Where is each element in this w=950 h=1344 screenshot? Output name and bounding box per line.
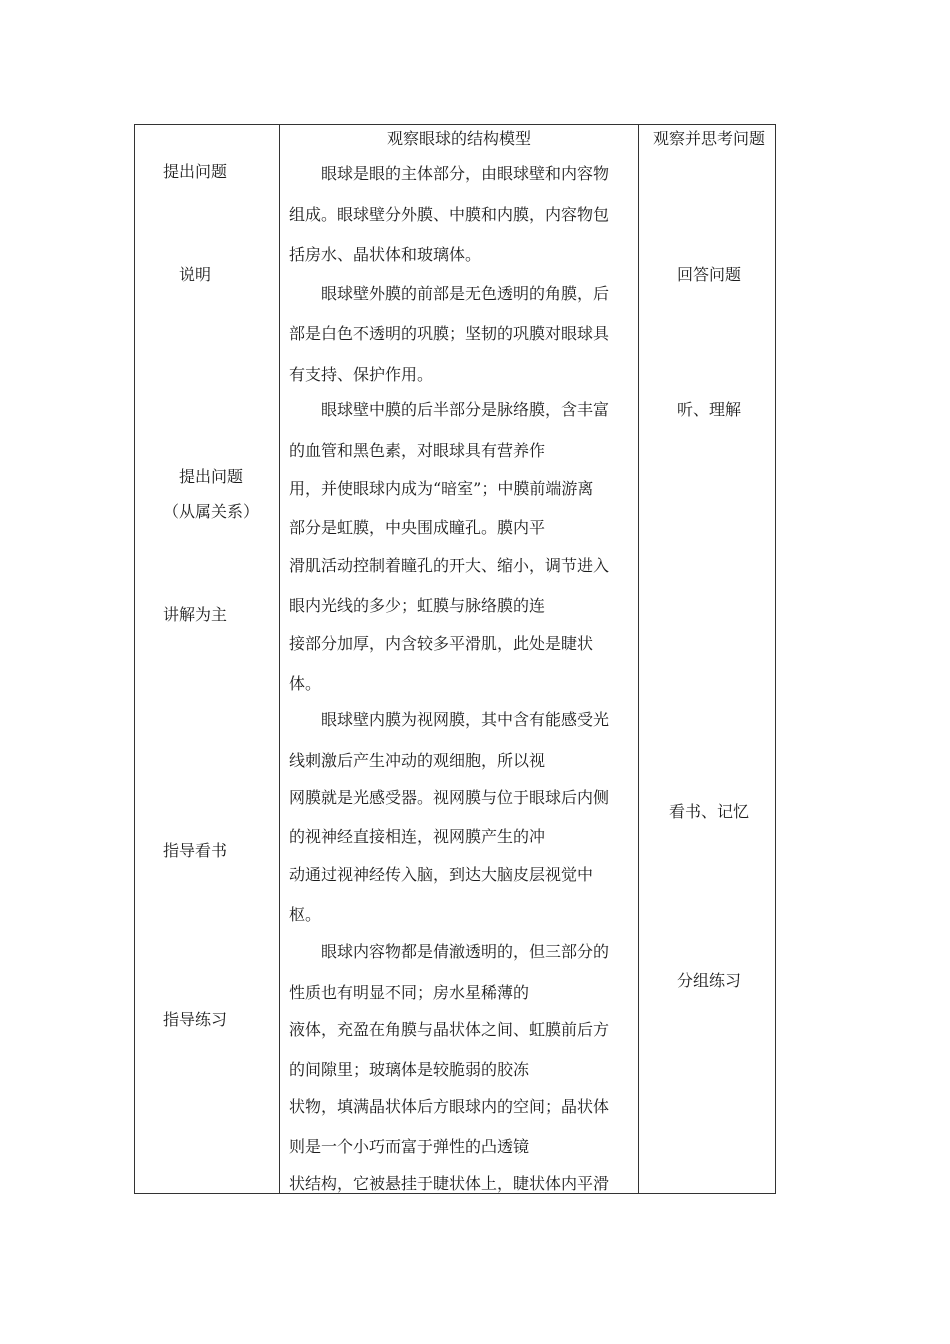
content-line: 的间隙里；玻璃体是较脆弱的胶冻 [289, 1060, 530, 1079]
left-item-subordination: （从属关系） [163, 502, 260, 521]
content-line: 部分是虹膜，中央围成瞳孔。膜内平 [289, 518, 546, 537]
left-item-guide-practice: 指导练习 [163, 1010, 228, 1029]
content-line: 状物，填满晶状体后方眼球内的空间；晶状体 [289, 1097, 610, 1116]
content-line: 部是白色不透明的巩膜；坚韧的巩膜对眼球具 [289, 324, 610, 343]
content-line: 的血管和黑色素，对眼球具有营养作 [289, 441, 546, 460]
right-item-read-memorize: 看书、记忆 [668, 802, 749, 821]
left-item-guide-reading: 指导看书 [163, 841, 228, 860]
content-line: 接部分加厚，内含较多平滑肌，此处是睫状 [289, 634, 594, 653]
left-item-raise-question: 提出问题 [163, 162, 228, 181]
content-line: 眼球是眼的主体部分，由眼球壁和内容物 [321, 164, 610, 183]
content-line: 有支持、保护作用。 [289, 365, 434, 384]
right-item-answer: 回答问题 [676, 265, 741, 284]
content-line: 则是一个小巧而富于弹性的凸透镜 [289, 1137, 530, 1156]
content-line: 性质也有明显不同；房水星稀薄的 [289, 983, 530, 1002]
content-line: 眼球壁中膜的后半部分是脉络膜，含丰富 [321, 400, 610, 419]
content-line: 动通过视神经传入脑，到达大脑皮层视觉中 [289, 865, 594, 884]
content-line: 枢。 [289, 905, 322, 924]
column-divider-1 [279, 125, 280, 1193]
left-item-explain: 说明 [179, 265, 212, 284]
right-item-observe-think: 观察并思考问题 [652, 129, 765, 148]
right-item-listen-understand: 听、理解 [676, 400, 741, 419]
content-line: 液体，充盈在角膜与晶状体之间、虹膜前后方 [289, 1020, 610, 1039]
content-line: 组成。眼球壁分外膜、中膜和内膜，内容物包 [289, 205, 610, 224]
content-line: 眼球壁外膜的前部是无色透明的角膜，后 [321, 284, 610, 303]
content-line: 滑肌活动控制着瞳孔的开大、缩小，调节进入 [289, 556, 610, 575]
content-line: 体。 [289, 674, 322, 693]
content-line: 用，并使眼球内成为“暗室”；中膜前端游离 [289, 479, 594, 498]
content-line: 网膜就是光感受器。视网膜与位于眼球后内侧 [289, 788, 610, 807]
content-line: 状结构，它被悬挂于睫状体上，睫状体内平滑 [289, 1174, 610, 1193]
content-line: 线刺激后产生冲动的观细胞，所以视 [289, 751, 546, 770]
left-item-lecture-main: 讲解为主 [163, 605, 228, 624]
content-line: 括房水、晶状体和玻璃体。 [289, 245, 482, 264]
left-item-raise-question-2: 提出问题 [179, 467, 244, 486]
content-header: 观察眼球的结构模型 [386, 129, 531, 148]
column-divider-2 [638, 125, 639, 1193]
content-line: 眼球壁内膜为视网膜，其中含有能感受光 [321, 710, 610, 729]
right-item-group-practice: 分组练习 [676, 971, 741, 990]
lesson-table [134, 124, 776, 1194]
content-line: 眼内光线的多少；虹膜与脉络膜的连 [289, 596, 546, 615]
content-line: 眼球内容物都是倩澈透明的，但三部分的 [321, 942, 610, 961]
content-line: 的视神经直接相连，视网膜产生的冲 [289, 827, 546, 846]
